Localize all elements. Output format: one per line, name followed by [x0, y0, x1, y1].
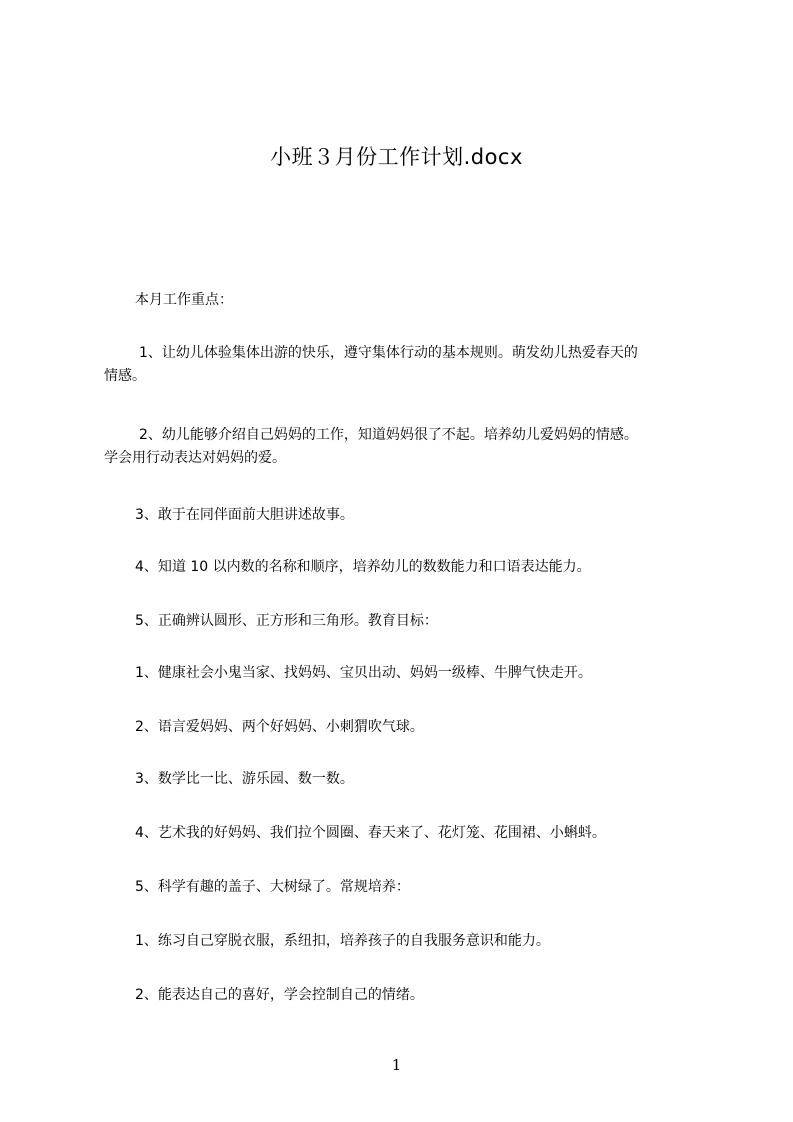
paragraph-text: 5、正确辨认圆形、正方形和三角形。教育目标： [135, 613, 438, 629]
paragraph-goal-3 [104, 504, 724, 527]
paragraph-text-continued: 学会用行动表达对妈妈的爱。 [104, 450, 286, 466]
paragraph-goal-5 [104, 610, 724, 633]
paragraph-focus-heading [104, 289, 724, 312]
paragraph-routine-1 [104, 930, 724, 953]
paragraph-text: 4、知道 10 以内数的名称和顺序，培养幼儿的数数能力和口语表达能力。 [135, 559, 591, 575]
paragraph-objective-5 [104, 876, 724, 899]
paragraph-text: 1、健康社会小鬼当家、找妈妈、宝贝出动、妈妈一级棒、牛脾气快走开。 [135, 665, 592, 681]
paragraph-text-continued: 情感。 [104, 368, 146, 384]
paragraph-text: 2、幼儿能够介绍自己妈妈的工作，知道妈妈很了不起。培养幼儿爱妈妈的情感。 [139, 427, 638, 443]
paragraph-text: 4、艺术我的好妈妈、我们拉个圆圈、春天来了、花灯笼、花围裙、小蝌蚪。 [135, 825, 606, 841]
paragraph-routine-2 [104, 984, 724, 1007]
paragraph-text: 2、语言爱妈妈、两个好妈妈、小刺猬吹气球。 [135, 719, 424, 735]
paragraph-text: 5、科学有趣的盖子、大树绿了。常规培养： [135, 879, 410, 895]
paragraph-goal-2 [104, 424, 724, 470]
paragraph-text: 1、让幼儿体验集体出游的快乐，遵守集体行动的基本规则。萌发幼儿热爱春天的 [139, 345, 638, 361]
document-title: 小班３月份工作计划.docx [270, 145, 523, 169]
paragraph-goal-4 [104, 556, 724, 579]
paragraph-text: 3、数学比一比、游乐园、数一数。 [135, 771, 354, 787]
paragraph-objective-4 [104, 822, 724, 845]
paragraph-text: 3、敢于在同伴面前大胆讲述故事。 [135, 507, 354, 523]
paragraph-objective-3 [104, 768, 724, 791]
paragraph-text: 2、能表达自己的喜好，学会控制自己的情绪。 [135, 987, 424, 1003]
paragraph-objective-2 [104, 716, 724, 739]
paragraph-goal-1 [104, 342, 724, 388]
paragraph-text: 1、练习自己穿脱衣服，系纽扣，培养孩子的自我服务意识和能力。 [135, 933, 550, 949]
paragraph-text: 本月工作重点： [135, 292, 233, 308]
page-number: 1 [391, 1056, 402, 1074]
paragraph-objective-1 [104, 662, 724, 685]
